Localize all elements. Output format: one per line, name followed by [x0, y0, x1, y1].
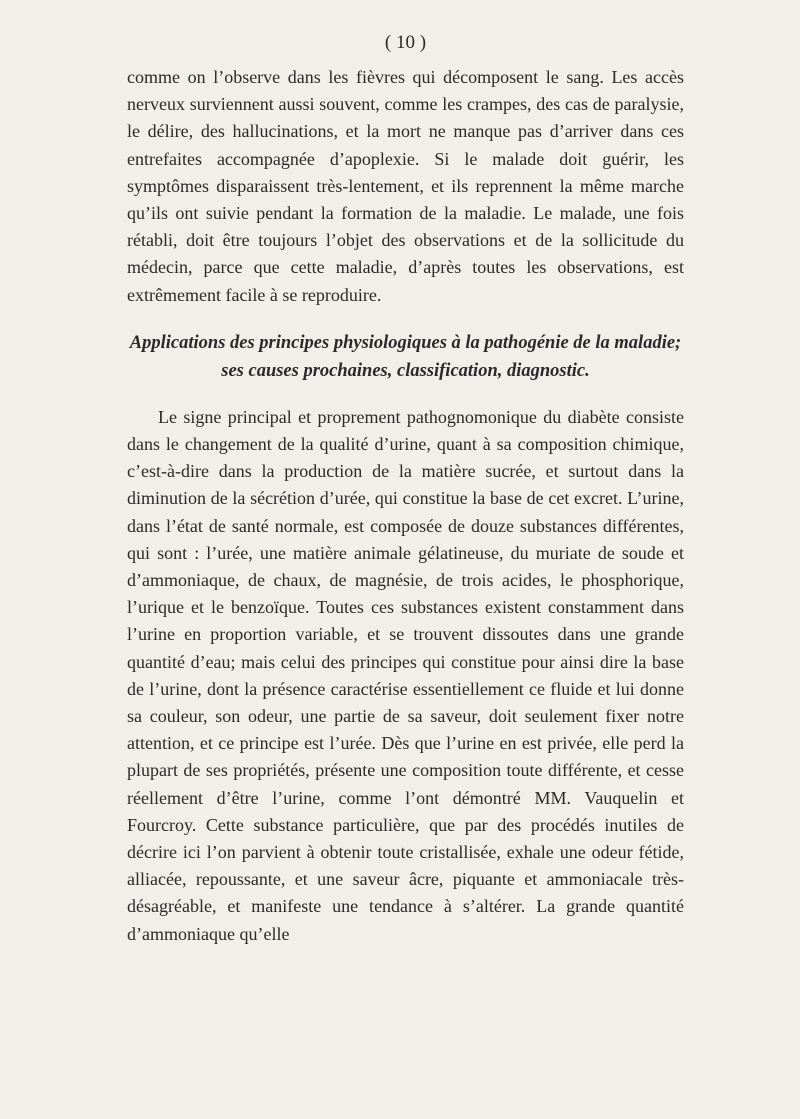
page-number: ( 10 ) — [384, 32, 427, 53]
body-paragraph: Le signe principal et proprement pathognomonique du diabète consiste dans le changement de la qualité d’urine, quant à sa composition chimique, c’est-à-dire dans la production de la matière sucrée, et surtout dans la diminution de la sécrétion d’urée, qui constitue la base de cet excret. L’urine, dans l’état de santé normale, est composée de douze substances différentes, qui sont : l’urée, une matière animale gélatineuse, du muriate de soude et d’ammoniaque, de chaux, de magnésie, de trois acides, le phosphorique, l’urique et le benzoïque. Toutes ces substances existent constamment dans l’urine en proportion variable, et se trouvent dissoutes dans une grande quantité d’eau; mais celui des principes qui constitue pour ainsi dire la base de l’urine, dont la présence caractérise essentiellement ce fluide et lui donne sa couleur, son odeur, une partie de sa saveur, doit seulement fixer notre attention, et ce principe est l’urée. Dès que l’urine en est privée, elle perd la plupart de ses propriétés, présente une composition toute différente, et cesse réellement d’être l’urine, comme l’ont démontré MM. Vauquelin et Fourcroy. Cette substance particulière, que par des procédés inutiles de décrire ici l’on parvient à obtenir toute cristallisée, exhale une odeur fétide, alliacée, repoussante, et une saveur âcre, piquante et ammoniacale très-désagréable, et manifeste une tendance à s’altérer. La grande quantité d’ammoniaque qu’elle — [127, 406, 684, 944]
document-page — [127, 30, 684, 948]
intro-paragraph: comme on l’observe dans les fièvres qui décomposent le sang. Les accès nerveux surviennent aussi souvent, comme les crampes, des cas de paralysie, le délire, des hallucinations, et la mort ne manque pas d’arriver dans ces entrefaites accompagnée d’apoplexie. Si le malade doit guérir, les symptômes disparaissent très-lentement, et ils reprennent la même marche qu’ils ont suivie pendant la formation de la maladie. Le malade, une fois rétabli, doit être toujours l’objet des observations et de la sollicitude du médecin, parce que cette maladie, d’après toutes les observations, est extrêmement facile à se reproduire. — [127, 67, 684, 305]
section-heading: Applications des principes physiologiques à la pathogénie de la maladie; ses causes prochaines, classification, diagnostic. — [129, 332, 682, 381]
